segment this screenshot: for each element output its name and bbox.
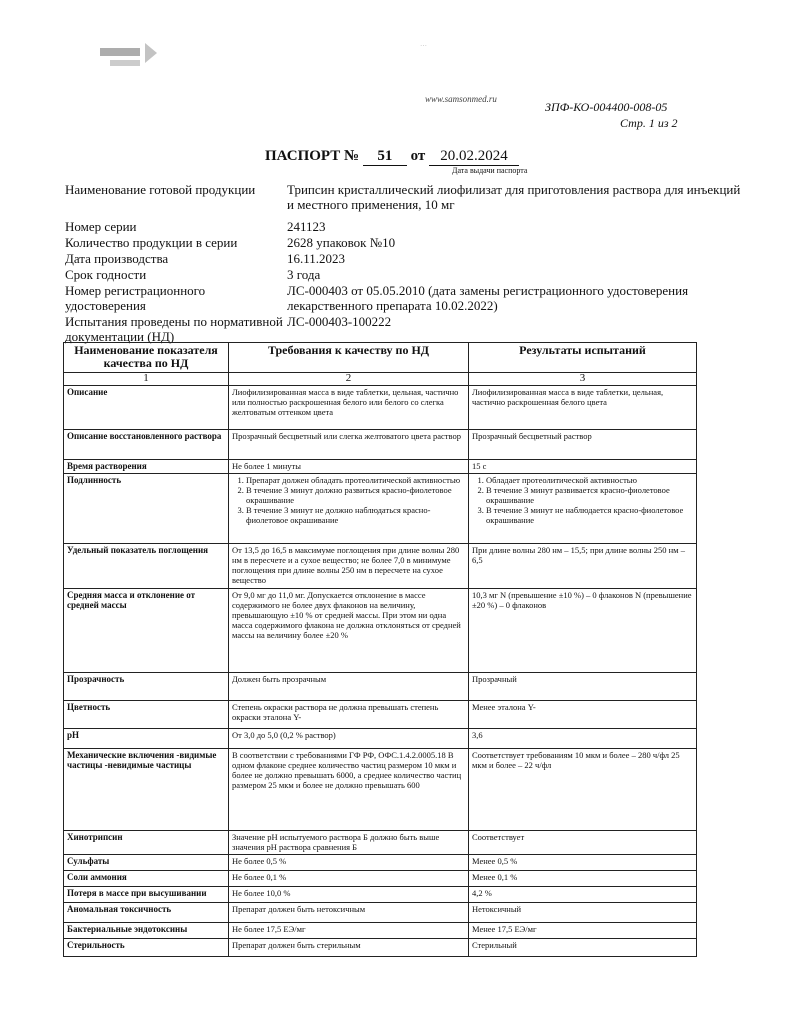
page-info: Стр. 1 из 2 xyxy=(620,116,678,130)
table-row: Потеря в массе при высушивании Не более 10,0 % 4,2 % xyxy=(64,887,697,903)
col-header-results: Результаты испытаний xyxy=(469,343,697,373)
passport-label: ПАСПОРТ № xyxy=(265,148,360,164)
info-row: Наименование готовой продукции Трипсин кристаллический лиофилизат для приготовления раствора для инъекций и местного применения, 10 мг xyxy=(65,182,741,212)
table-row: Соли аммония Не более 0,1 % Менее 0,1 % xyxy=(64,871,697,887)
table-header xyxy=(64,343,697,373)
info-row: Срок годности 3 года xyxy=(65,267,321,282)
table-row: Описание восстановленного раствора Прозрачный бесцветный или слегка желтоватого цвета раствор Прозрачный бесцветный раствор xyxy=(64,430,697,460)
table-row: Удельный показатель поглощения От 13,5 до 16,5 в максимуме поглощения при длине волны 280 нм в пересчете и а сухое вещество; не более 7,0 в минимуме поглощения при длине волны 250 нм в пересчете на сухое вещество При длине волны 280 нм – 15,5; при длине волны 250 нм – 6,5 xyxy=(64,544,697,589)
table-row: Цветность Степень окраски раствора не должна превышать степень окраски эталона Y- Менее эталона Y- xyxy=(64,701,697,729)
table-row: Подлинность 1. Препарат должен обладать протеолитической активностью 2. В течение 3 минут должно развиться красно-фиолетовое окрашивание 3. В течение 3 минут не должно наблюдаться красно-фиолетовое окрашивание 1. Обладает протеолитической активностью 2. В течение 3 минут развивается красно-фиолетовое окрашивание 3. В течение 3 минут не наблюдается красно-фиолетовое окрашивание xyxy=(64,474,697,544)
info-row: Количество продукции в серии 2628 упаковок №10 xyxy=(65,235,396,250)
info-row: Номер серии 241123 xyxy=(65,219,326,234)
col-numbers-row: 1 2 3 xyxy=(64,373,697,386)
info-row: Номер регистрационного удостоверения ЛС-000403 от 05.05.2010 (дата замены регистрационного удостоверения лекарственного препарата 10.02.2022) xyxy=(65,283,689,313)
product-info xyxy=(65,182,745,344)
passport-title xyxy=(265,148,519,166)
passport-date-prefix: от xyxy=(410,148,426,164)
table-row: Средняя масса и отклонение от средней массы От 9,0 мг до 11,0 мг. Допускается отклонение в массе содержимого не более двух флаконов на величину, превышающую ±10 % от средней массы. При этом ни одна масса содержимого флакона не должна отклоняться от средней массы на величину более ±20 % 10,3 мг N (превышение ±10 %) – 0 флаконов N (превышение ±20 %) – 0 флаконов xyxy=(64,589,697,673)
col-header-requirements: Требования к качеству по НД xyxy=(229,343,469,373)
results-table xyxy=(63,342,697,957)
date-caption: Дата выдачи паспорта xyxy=(452,166,528,175)
info-row: Испытания проведены по нормативной документации (НД) ЛС-000403-100222 xyxy=(65,314,392,344)
table-row: Стерильность Препарат должен быть стерильным Стерильный xyxy=(64,939,697,957)
identity-results: 1. Обладает протеолитической активностью 2. В течение 3 минут развивается красно-фиолетовое окрашивание 3. В течение 3 минут не наблюдается красно-фиолетовое окрашивание xyxy=(472,475,693,525)
table-row: Время растворения Не более 1 минуты 15 с xyxy=(64,460,697,474)
table-row: Сульфаты Не более 0,5 % Менее 0,5 % xyxy=(64,855,697,871)
company-address: … xyxy=(420,40,427,48)
passport-number: 51 xyxy=(363,148,407,166)
company-logo xyxy=(95,38,165,78)
table-row: Бактериальные эндотоксины Не более 17,5 ЕЭ/мг Менее 17,5 ЕЭ/мг xyxy=(64,923,697,939)
passport-date: 20.02.2024 xyxy=(429,148,519,166)
table-row: Аномальная токсичность Препарат должен быть нетоксичным Нетоксичный xyxy=(64,903,697,923)
table-row: рН От 3,0 до 5,0 (0,2 % раствор) 3,6 xyxy=(64,729,697,749)
table-row: Прозрачность Должен быть прозрачным Прозрачный xyxy=(64,673,697,701)
document-code: ЗПФ-КО-004400-008-05 xyxy=(545,100,668,114)
table-row: Описание Лиофилизированная масса в виде таблетки, цельная, частично или полностью раскрошенная белого или белого со слегка желтоватым оттенком цвета Лиофилизированная масса в виде таблетки, цельная, частично раскрошенная белого цвета xyxy=(64,386,697,430)
col-header-indicator: Наименование показателя качества по НД xyxy=(64,343,229,373)
table-row: Хинотрипсин Значение рН испытуемого раствора Б должно быть выше значения рН раствора сравнения Б Соответствует xyxy=(64,831,697,855)
identity-requirements: 1. Препарат должен обладать протеолитической активностью 2. В течение 3 минут должно развиться красно-фиолетовое окрашивание 3. В течение 3 минут не должно наблюдаться красно-фиолетовое окрашивание xyxy=(232,475,465,525)
info-row: Дата производства 16.11.2023 xyxy=(65,251,346,266)
website: www.samsonmed.ru xyxy=(425,94,497,104)
table-row: Механические включения -видимые частицы -невидимые частицы В соответствии с требованиями ГФ РФ, ОФС.1.4.2.0005.18 В одном флаконе среднее количество частиц размером 10 мкм и более не должно превышать 6000, а среднее количество частиц размером 25 мкм и более не должно превышать 600 Соответствует требованиям 10 мкм и более – 280 ч/фл 25 мкм и более – 22 ч/фл xyxy=(64,749,697,831)
